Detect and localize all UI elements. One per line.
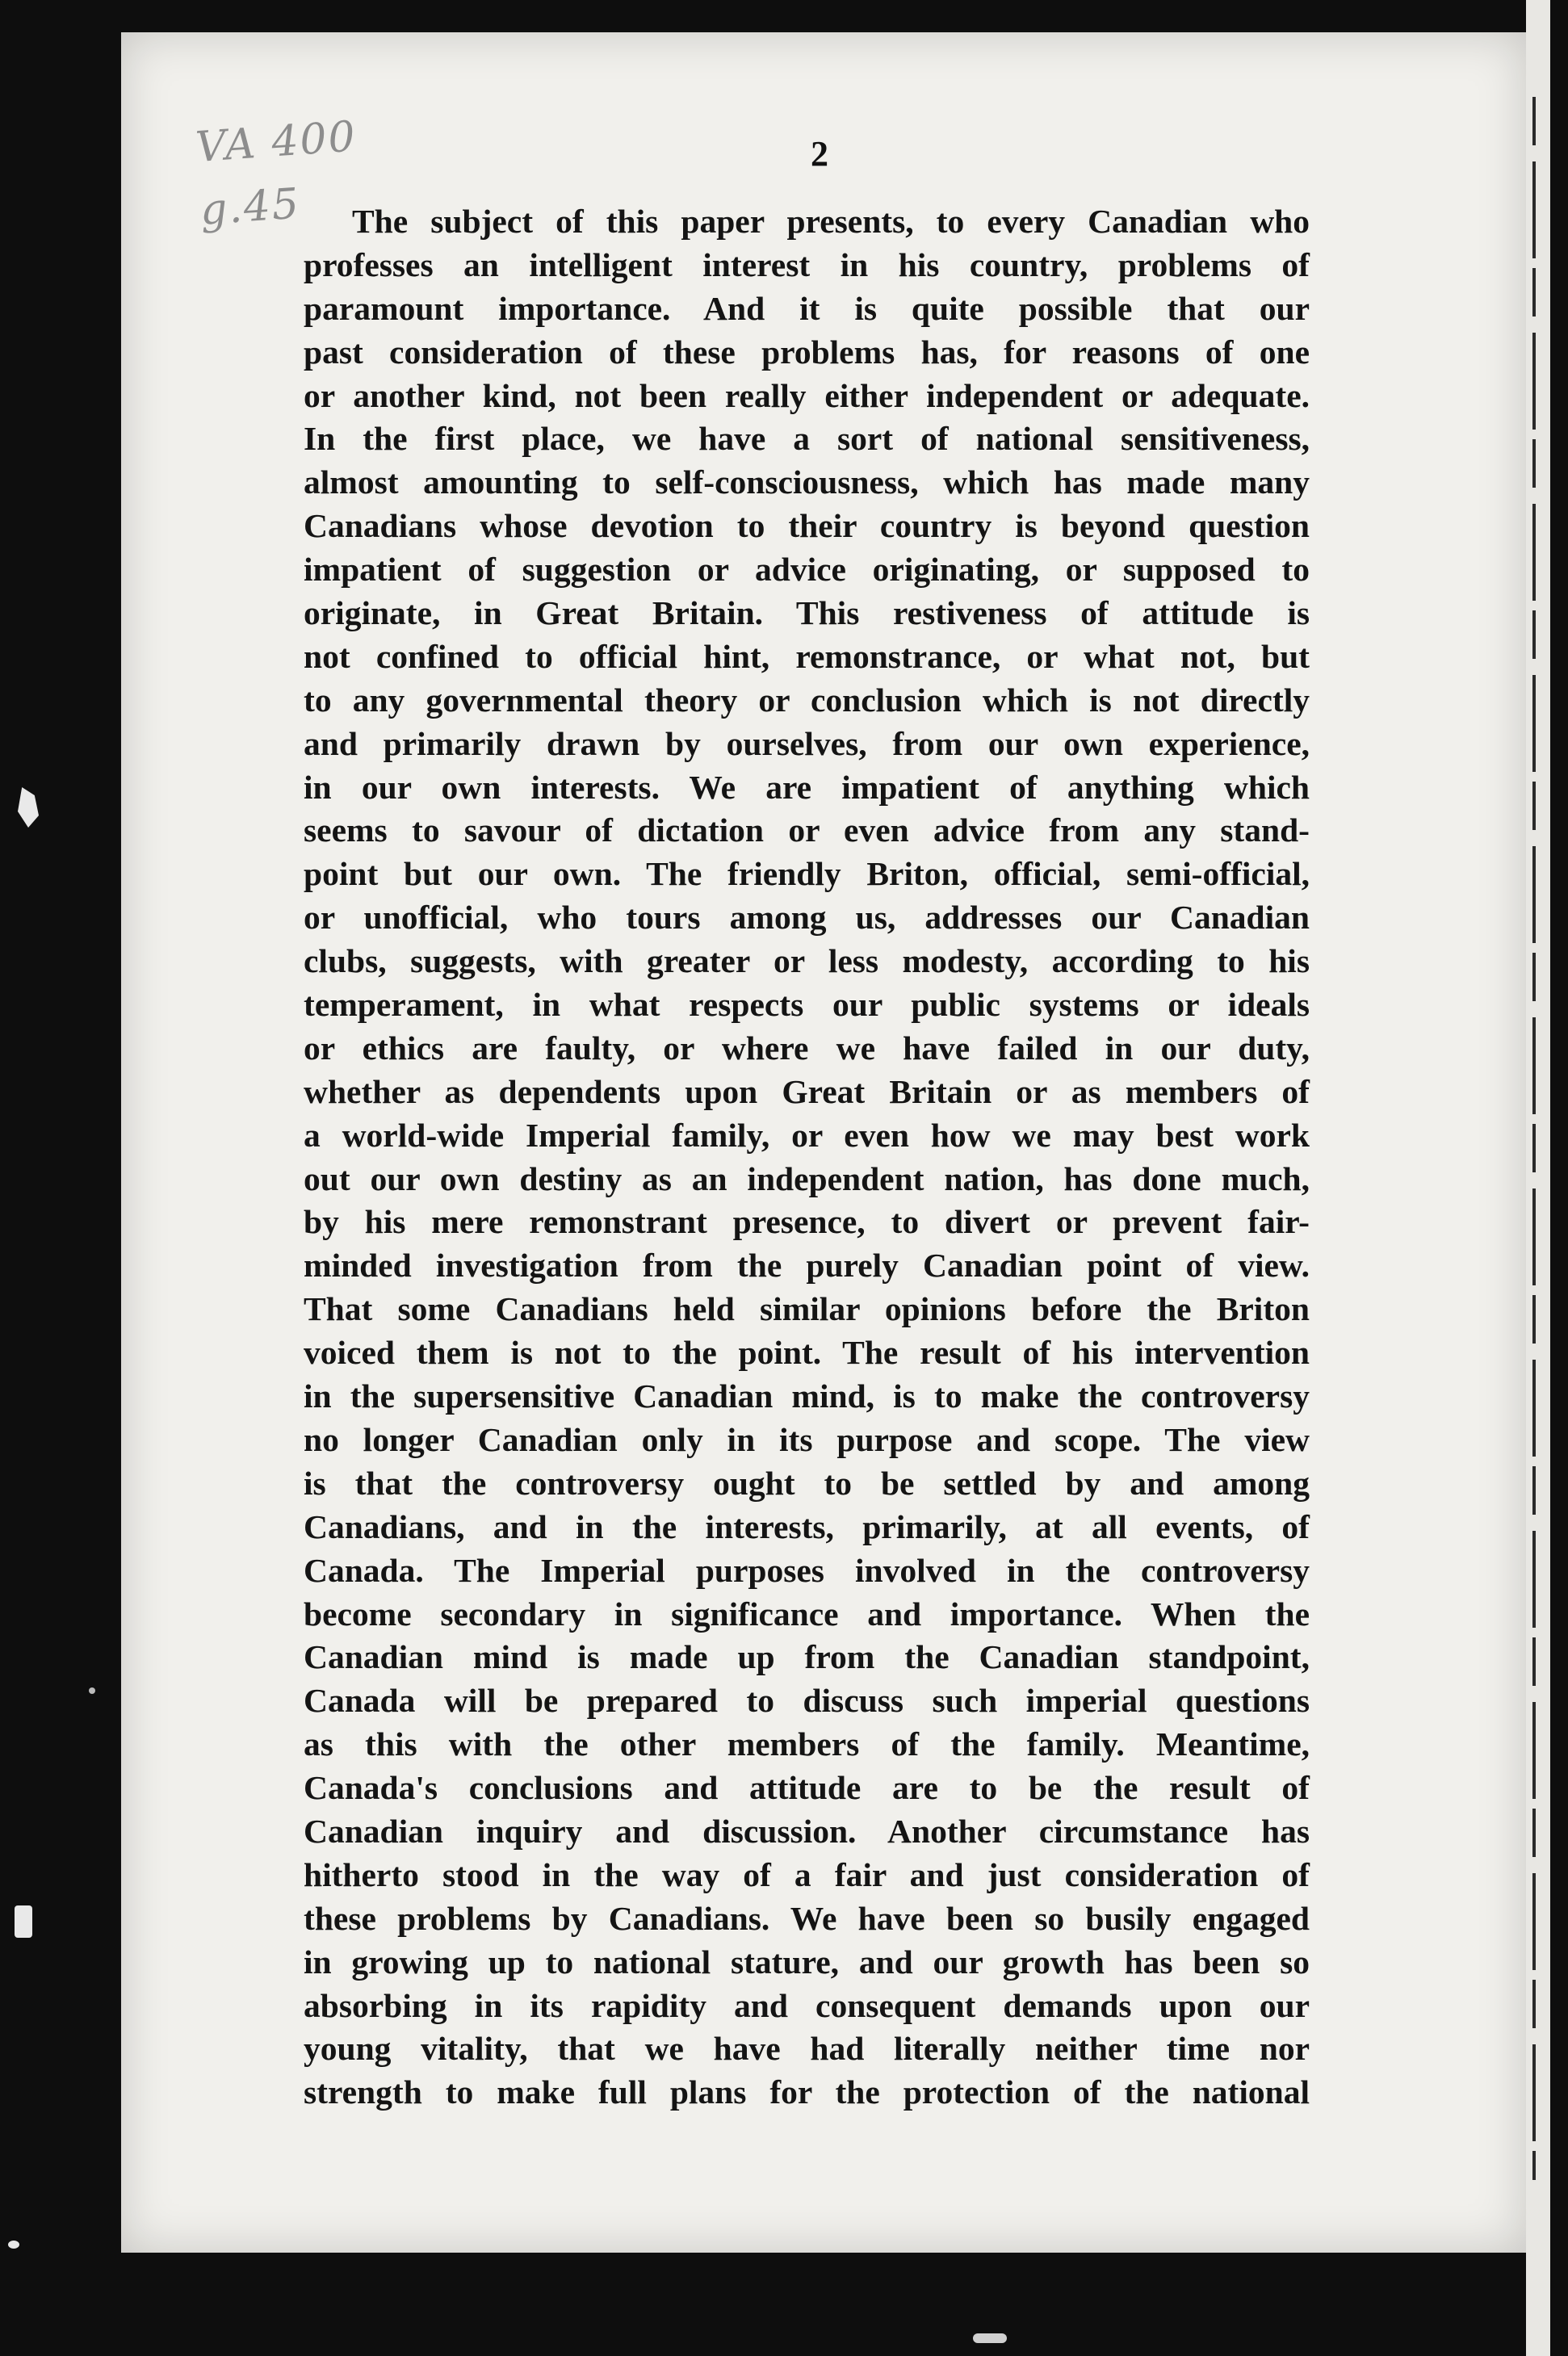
text-line: strength to make full plans for the protection of the national [304, 2073, 1310, 2111]
text-line: to any governmental theory or conclusion which is not directly [304, 681, 1310, 719]
text-line: temperament, in what respects our public systems or ideals [304, 986, 1310, 1024]
text-line: hitherto stood in the way of a fair and just consideration of [304, 1855, 1310, 1893]
handwritten-line-1: VA 400 [194, 112, 358, 173]
text-line: not confined to official hint, remonstrance, or what not, but [304, 637, 1310, 675]
text-line: or ethics are faulty, or where we have failed in our duty, [304, 1029, 1310, 1067]
text-line: by his mere remonstrant presence, to divert or prevent fair- [304, 1203, 1310, 1241]
text-line: and primarily drawn by ourselves, from our own experience, [304, 724, 1310, 762]
text-line: in our own interests. We are impatient of anything which [304, 768, 1310, 806]
text-line: minded investigation from the purely Canadian point of view. [304, 1247, 1310, 1285]
text-line: almost amounting to self-consciousness, which has made many [304, 463, 1310, 501]
text-line: is that the controversy ought to be settled by and among [304, 1464, 1310, 1502]
text-line: in the supersensitive Canadian mind, is to make the controversy [304, 1377, 1310, 1415]
text-line: whether as dependents upon Great Britain or as members of [304, 1072, 1310, 1110]
text-line: out our own destiny as an independent nation, has done much, [304, 1159, 1310, 1197]
margin-artifact-bottom [8, 2241, 19, 2249]
margin-artifact-middle [15, 1905, 32, 1938]
text-line: That some Canadians held similar opinions before the Briton [304, 1290, 1310, 1328]
text-line: or unofficial, who tours among us, addresses our Canadian [304, 899, 1310, 937]
text-line: Canadian inquiry and discussion. Another circumstance has [304, 1812, 1310, 1850]
margin-speck [89, 1687, 95, 1694]
handwritten-line-2: g.45 [198, 179, 302, 235]
text-line: as this with the other members of the family. Meantime, [304, 1725, 1310, 1763]
text-line: Canada. The Imperial purposes involved in the controversy [304, 1551, 1310, 1589]
text-line: Canadians, and in the interests, primarily, at all events, of [304, 1507, 1310, 1545]
text-line: The subject of this paper presents, to every Canadian who [352, 203, 1310, 240]
text-line: past consideration of these problems has, for reasons of one [304, 333, 1310, 371]
text-line: no longer Canadian only in its purpose and scope. The view [304, 1420, 1310, 1458]
text-line: Canadian mind is made up from the Canadian standpoint, [304, 1638, 1310, 1676]
text-line: originate, in Great Britain. This restiveness of attitude is [304, 594, 1310, 632]
text-line: clubs, suggests, with greater or less modesty, according to his [304, 942, 1310, 980]
text-line: Canadians whose devotion to their country is beyond question [304, 507, 1310, 545]
page-number: 2 [811, 134, 828, 174]
body-paragraph [304, 200, 1310, 2115]
margin-artifact-top [18, 787, 39, 828]
page-edge-rule [1532, 97, 1536, 2180]
text-line: seems to savour of dictation or even advice from any stand- [304, 811, 1310, 849]
text-line: Canada's conclusions and attitude are to be the result of [304, 1769, 1310, 1807]
text-line: absorbing in its rapidity and consequent demands upon our [304, 1986, 1310, 2024]
text-line: a world-wide Imperial family, or even how we may best work [304, 1116, 1310, 1154]
text-line: voiced them is not to the point. The result of his intervention [304, 1334, 1310, 1372]
text-line: professes an intelligent interest in his country, problems of [304, 245, 1310, 283]
text-line: paramount importance. And it is quite possible that our [304, 289, 1310, 327]
bottom-artifact [973, 2333, 1007, 2343]
text-line: young vitality, that we have had literally neither time nor [304, 2030, 1310, 2068]
adjacent-page-edge [1526, 0, 1550, 2356]
text-line: In the first place, we have a sort of national sensitiveness, [304, 420, 1310, 458]
text-line: impatient of suggestion or advice originating, or supposed to [304, 551, 1310, 589]
text-line: Canada will be prepared to discuss such imperial questions [304, 1682, 1310, 1720]
text-line: become secondary in significance and importance. When the [304, 1595, 1310, 1633]
text-line: point but our own. The friendly Briton, official, semi-official, [304, 855, 1310, 893]
text-line: these problems by Canadians. We have been so busily engaged [304, 1899, 1310, 1937]
text-line: in growing up to national stature, and our growth has been so [304, 1943, 1310, 1981]
text-line: or another kind, not been really either independent or adequate. [304, 376, 1310, 414]
